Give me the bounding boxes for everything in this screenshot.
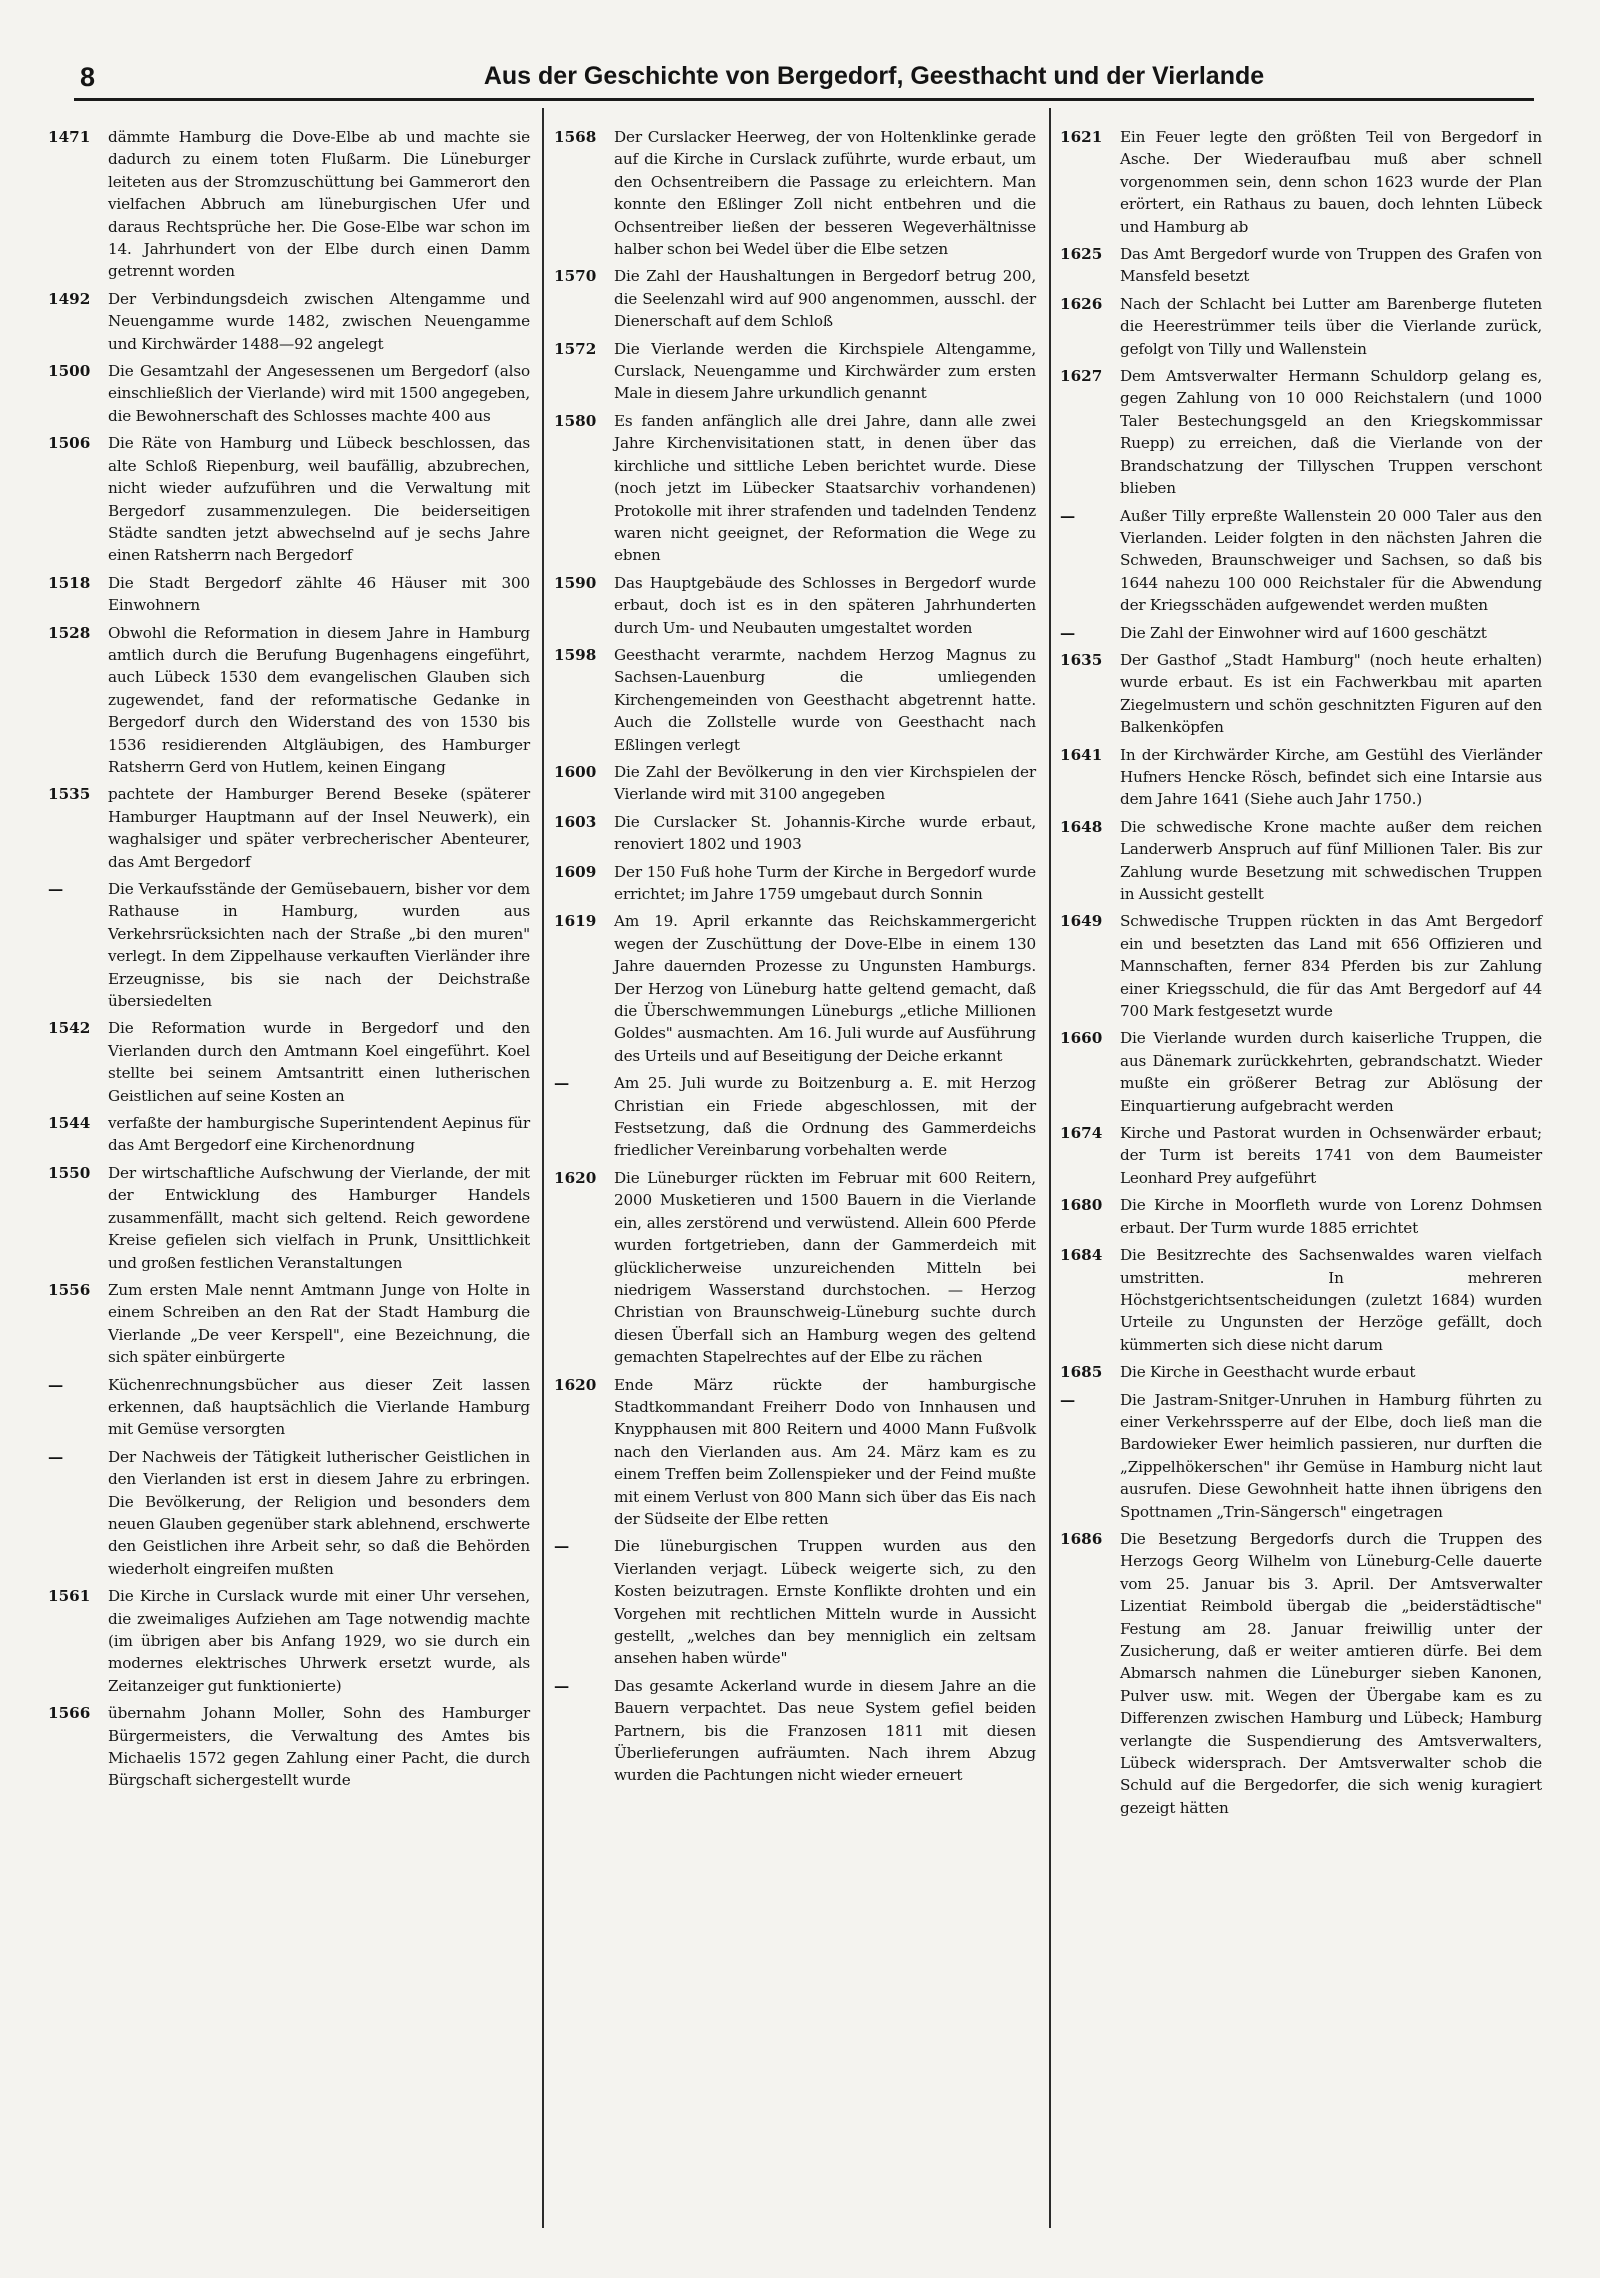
entry-year: — (1060, 506, 1076, 525)
chronology-entry (1060, 622, 1542, 644)
entry-text: verfaßte der hamburgische Superintendent Aepinus für das Amt Bergedorf eine Kirchenordnung (108, 1114, 530, 1155)
entry-text: Die Vierlande werden die Kirchspiele Altengamme, Curslack, Neuengamme und Kirchwärder zum ersten Male in diesem Jahre urkundlich genannt (614, 339, 1036, 403)
entry-text: Die Gesamtzahl der Angesessenen um Bergedorf (also einschließlich der Vierlande) wird mit 1500 angegeben, die Bewohnerschaft des Schlosses machte 400 aus (108, 362, 530, 425)
entry-year: 1542 (48, 1019, 91, 1038)
chronology-entry (48, 622, 530, 779)
chronology-entry (1060, 126, 1542, 238)
chronology-entry (1060, 816, 1542, 906)
chronology-entry (554, 1675, 1036, 1787)
entry-text: Kirche und Pastorat wurden in Ochsenwärder erbaut; der Turm ist bereits 1741 von dem Baumeister Leonhard Prey aufgeführt (1120, 1124, 1542, 1187)
entry-year: 1535 (48, 785, 91, 804)
entry-text: übernahm Johann Moller, Sohn des Hamburger Bürgermeisters, die Verwaltung des Amtes bis Michaelis 1572 gegen Zahlung einer Pacht, die durch Bürgschaft sichergestellt wurde (108, 1704, 530, 1790)
chronology-entry (48, 1374, 530, 1441)
entry-text: pachtete der Hamburger Berend Beseke (späterer Hamburger Hauptmann auf der Insel Neuwerk), ein waghalsiger und später verbrecherischer Abenteurer, das Amt Bergedorf (108, 785, 530, 871)
entry-year: 1621 (1060, 128, 1103, 146)
entry-text: Nach der Schlacht bei Lutter am Barenberge fluteten die Heerestrümmer teils über die Vierlande zurück, gefolgt von Tilly und Wallenstein (1120, 294, 1542, 358)
chronology-entry (1060, 243, 1542, 288)
entry-year: 1619 (554, 912, 597, 931)
entry-text: Die Jastram-Snitger-Unruhen in Hamburg führten zu einer Verkehrssperre auf der Elbe, doch ließ man die Bardowieker Ewer heimlich passieren, nur durften die „Zippelhökerschen" ihr Gemüse in Hamburg nicht laut ausrufen. Diese Gewohnheit hatte ihnen übrigens den Spottnamen „Trin-Sängersch" eingetragen (1120, 1390, 1542, 1521)
entry-text: In der Kirchwärder Kirche, am Gestühl des Vierländer Hufners Hencke Rösch, befindet sich eine Intarsie aus dem Jahre 1641 (Siehe auch Jahr 1750.) (1120, 745, 1542, 809)
entry-year: 1506 (48, 434, 91, 453)
chronology-entry (554, 1374, 1036, 1531)
entry-year: 1471 (48, 128, 91, 146)
chronology-entry (554, 572, 1036, 639)
entry-year: 1500 (48, 362, 91, 381)
chronology-entry (48, 1112, 530, 1157)
chronology-entry (554, 338, 1036, 405)
entry-year: — (48, 1375, 64, 1394)
chronology-entry (1060, 1194, 1542, 1239)
entry-year: 1609 (554, 862, 597, 881)
entry-text: Die Stadt Bergedorf zählte 46 Häuser mit 300 Einwohnern (108, 573, 530, 615)
entry-text: Geesthacht verarmte, nachdem Herzog Magnus zu Sachsen-Lauenburg die umliegenden Kirchengemeinden von Geesthacht abgetrennt hatte. Auch die Zollstelle wurde von Geesthacht nach Eßlingen verlegt (614, 645, 1036, 754)
entry-year: 1603 (554, 812, 597, 831)
entry-year: 1674 (1060, 1124, 1103, 1143)
entry-text: Das Hauptgebäude des Schlosses in Bergedorf wurde erbaut, doch ist es in den späteren Jahrhunderten durch Um- und Neubauten umgestaltet worden (614, 573, 1036, 637)
chronology-entry (1060, 293, 1542, 360)
entry-year: 1685 (1060, 1363, 1103, 1382)
chronology-entry (1060, 1244, 1542, 1356)
entry-text: Die Kirche in Moorfleth wurde von Lorenz Dohmsen erbaut. Der Turm wurde 1885 errichtet (1120, 1196, 1542, 1237)
entry-year: 1572 (554, 339, 597, 358)
chronology-entry (48, 360, 530, 427)
entry-text: Außer Tilly erpreßte Wallenstein 20 000 Taler aus den Vierlanden. Leider folgten in den nächsten Jahren die Schweden, Braunschweiger und Sachsen, so daß bis 1644 nahezu 100 000 Reichstaler für die Abwendung der Kriegsschäden aufgewendet werden mußten (1120, 506, 1542, 615)
entry-year: 1649 (1060, 912, 1103, 931)
chronology-entry (554, 761, 1036, 806)
chronology-entry (1060, 1027, 1542, 1117)
chronology-entry (48, 288, 530, 355)
entry-year: 1580 (554, 411, 597, 430)
entry-text: Die Kirche in Geesthacht wurde erbaut (1120, 1363, 1416, 1382)
entry-text: Die Reformation wurde in Bergedorf und den Vierlanden durch den Amtmann Koel eingeführt. Koel stellte bei seinem Amtsantritt einen lutherischen Geistlichen auf seine Kosten an (108, 1019, 530, 1105)
chronology-entry (48, 126, 530, 283)
entry-text: Ein Feuer legte den größten Teil von Bergedorf in Asche. Der Wiederaufbau muß aber schnell vorgenommen sein, denn schon 1623 wurde der Plan erörtert, ein Rathaus zu bauen, doch lehnten Lübeck und Hamburg ab (1120, 128, 1542, 236)
running-title: Aus der Geschichte von Bergedorf, Geesthacht und der Vierlande (483, 62, 1265, 90)
entry-text: Der Verbindungsdeich zwischen Altengamme und Neuengamme wurde 1482, zwischen Neuengamme und Kirchwärder 1488—92 angelegt (108, 289, 530, 353)
entry-text: Die Vierlande wurden durch kaiserliche Truppen, die aus Dänemark zurückkehrten, gebrandschatzt. Wieder mußte ein größerer Betrag zur Ablösung der Einquartierung aufgebracht werden (1120, 1029, 1542, 1115)
entry-year: 1598 (554, 645, 597, 664)
entry-year: 1568 (554, 128, 597, 146)
entry-text: Der 150 Fuß hohe Turm der Kirche in Bergedorf wurde errichtet; im Jahre 1759 umgebaut durch Sonnin (614, 862, 1036, 903)
column-3 (1060, 126, 1542, 1824)
entry-text: Die Besetzung Bergedorfs durch die Truppen des Herzogs Georg Wilhelm von Lüneburg-Celle dauerte vom 25. Januar bis 3. April. Der Amtsverwalter Lizentiat Reimbold übergab die „beiderstädtische" Festung am 28. Januar freiwillig unter der Zusicherung, daß er weiter amtieren dürfe. Bei dem Abmarsch nahmen die Lüneburger sieben Kanonen, Pulver usw. mit. Wegen der Übergabe kam es zu Differenzen zwischen Hamburg und Lübeck; Hamburg verlangte die Suspendierung des Amtsverwalters, Lübeck widersprach. Der Amtsverwalter schob die Schuld auf die Bergedorfer, die sich wenig kuragiert gezeigt hätten (1120, 1529, 1542, 1817)
chronology-entry (48, 572, 530, 617)
entry-year: 1566 (48, 1704, 91, 1723)
chronology-entry (1060, 910, 1542, 1022)
entry-text: Dem Amtsverwalter Hermann Schuldorp gelang es, gegen Zahlung von 10 000 Reichstalern (und 1000 Taler Bestechungsgeld an den Kriegskommissar Ruepp) zu erreichen, daß die Vierlande von der Brandschatzung der Tillyschen Truppen verschont blieben (1120, 367, 1542, 498)
entry-year: 1492 (48, 289, 91, 308)
entry-text: Der Curslacker Heerweg, der von Holtenklinke gerade auf die Kirche in Curslack zuführte, wurde erbaut, um den Ochsentreibern die Passage zu erleichtern. Man konnte den Eßlinger Zoll nicht entbehren und die Ochsentreiber ließen der besseren Wegeverhältnisse halber schon bei Wedel über die Elbe setzen (614, 128, 1036, 259)
entry-year: 1590 (554, 573, 597, 592)
entry-text: Küchenrechnungsbücher aus dieser Zeit lassen erkennen, daß hauptsächlich die Vierlande Hamburg mit Gemüse versorgten (108, 1375, 530, 1439)
entry-text: Am 25. Juli wurde zu Boitzenburg a. E. mit Herzog Christian ein Friede abgeschlossen, mit der Festsetzung, daß die Ordnung des Gammerdeichs friedlicher Vereinbarung vorbehalten werde (614, 1074, 1036, 1160)
entry-text: Die Räte von Hamburg und Lübeck beschlossen, das alte Schloß Riepenburg, weil baufällig, abzubrechen, nicht wieder aufzuführen und die Verwaltung mit Bergedorf zusammenzulegen. Die beiderseitigen Städte sandten jetzt abwechselnd auf je sechs Jahre einen Ratsherrn nach Bergedorf (108, 434, 530, 565)
entry-year: 1626 (1060, 294, 1103, 313)
entry-year: 1627 (1060, 367, 1103, 386)
entry-year: 1620 (554, 1168, 597, 1187)
entry-text: Schwedische Truppen rückten in das Amt Bergedorf ein und besetzten das Land mit 656 Offizieren und Mannschaften, ferner 834 Pferden bis zur Zahlung einer Kriegsschuld, die für das Amt Bergedorf auf 44 700 Mark festgesetzt wurde (1120, 912, 1542, 1021)
entry-year: — (48, 1447, 64, 1466)
entry-year: 1550 (48, 1163, 91, 1182)
chronology-entry (48, 783, 530, 873)
chronology-entry (48, 1017, 530, 1107)
entry-year: 1625 (1060, 245, 1103, 264)
chronology-entry (1060, 1528, 1542, 1819)
chronology-entry (48, 1162, 530, 1274)
entry-text: Es fanden anfänglich alle drei Jahre, dann alle zwei Jahre Kirchenvisitationen statt, in denen über das kirchliche und sittliche Leben berichtet wurde. Diese (noch jetzt im Lübecker Staatsarchiv vorhandenen) Protokolle mit ihrer strafenden und tadelnden Tendenz waren nicht geeignet, der Reformation die Wege zu ebnen (614, 411, 1036, 565)
chronology-entry (48, 1702, 530, 1792)
chronology-entry (48, 878, 530, 1012)
entry-year: — (1060, 1390, 1076, 1409)
entry-year: 1680 (1060, 1196, 1103, 1215)
entry-year: 1528 (48, 623, 91, 642)
entry-year: 1686 (1060, 1529, 1103, 1548)
entry-year: 1660 (1060, 1029, 1103, 1048)
entry-year: 1570 (554, 267, 597, 286)
entry-text: Die Lüneburger rückten im Februar mit 600 Reitern, 2000 Musketieren und 1500 Bauern in die Vierlande ein, alles zerstörend und verwüstend. Allein 600 Pferde wurden fortgetrieben, dann der Gammerdeich mit glücklicherweise unzureichenden Mitteln bei niedrigem Wasserstand durchstochen. — Herzog Christian von Braunschweig-Lüneburg suchte durch diesen Überfall sich an Hamburg wegen des geltend gemachten Stapelrechtes auf der Elbe zu rächen (614, 1168, 1036, 1367)
chronology-entry (554, 126, 1036, 260)
entry-text: Der Nachweis der Tätigkeit lutherischer Geistlichen in den Vierlanden ist erst in diesem Jahre zu erbringen. Die Bevölkerung, der Religion und besonders dem neuen Glauben gegenüber stark ablehnend, erschwerte den Geistlichen ihre Arbeit sehr, so daß die Behörden wiederholt eingreifen mußten (108, 1447, 530, 1578)
chronology-entry (554, 1167, 1036, 1369)
chronology-entry (1060, 365, 1542, 499)
chronology-entry (1060, 1122, 1542, 1189)
chronology-entry (48, 1585, 530, 1697)
entry-text: Die lüneburgischen Truppen wurden aus den Vierlanden verjagt. Lübeck weigerte sich, zu den Kosten beizutragen. Ernste Konflikte drohten und ein Vorgehen mit rechtlichen Mitteln wurde in Aussicht gestellt, „welches dan bey menniglich ein zeltsam ansehen haben würde" (614, 1537, 1036, 1668)
column-2 (554, 126, 1036, 1792)
entry-text: Der Gasthof „Stadt Hamburg" (noch heute erhalten) wurde erbaut. Es ist ein Fachwerkbau mit aparten Ziegelmustern und schön geschnitzten Figuren auf den Balkenköpfen (1120, 650, 1542, 737)
entry-year: 1635 (1060, 650, 1103, 669)
chronology-entry (554, 861, 1036, 906)
chronology-entry (554, 811, 1036, 856)
entry-text: Die Kirche in Curslack wurde mit einer Uhr versehen, die zweimaliges Aufziehen am Tage notwendig machte (im übrigen aber bis Anfang 1929, wo sie durch ein modernes elektrisches Uhrwerk ersetzt wurde, als Zeitanzeiger gut funktionierte) (108, 1587, 530, 1695)
chronology-entry (554, 1535, 1036, 1669)
entry-text: Die Verkaufsstände der Gemüsebauern, bisher vor dem Rathause in Hamburg, wurden aus Verkehrsrücksichten nach der Straße „bi den muren" verlegt. In dem Zippelhause verkauften Vierländer ihre Erzeugnisse, bis sie nach der Deichstraße übersiedelten (108, 880, 530, 1011)
entry-year: 1518 (48, 573, 91, 592)
entry-year: — (554, 1537, 570, 1556)
page-header (74, 58, 1534, 101)
chronology-entry (554, 410, 1036, 567)
entry-text: dämmte Hamburg die Dove-Elbe ab und machte sie dadurch zu einem toten Flußarm. Die Lüneburger leiteten aus der Stromzuschüttung bei Gammerort den vielfachen Abbruch am lüneburgischen Ufer und daraus Rechtsprüche her. Die Gose-Elbe war schon im 14. Jahrhundert von der Elbe durch einen Damm getrennt worden (108, 128, 530, 281)
entry-text: Die Zahl der Haushaltungen in Bergedorf betrug 200, die Seelenzahl wird auf 900 angenommen, ausschl. der Dienerschaft auf dem Schloß (614, 267, 1036, 331)
entry-text: Die Zahl der Bevölkerung in den vier Kirchspielen der Vierlande wird mit 3100 angegeben (614, 762, 1036, 804)
chronology-entry (1060, 505, 1542, 617)
entry-text: Das Amt Bergedorf wurde von Truppen des Grafen von Mansfeld besetzt (1120, 245, 1542, 286)
column-divider (542, 108, 544, 2228)
entry-year: 1684 (1060, 1246, 1103, 1265)
column-divider (1049, 108, 1051, 2228)
entry-year: 1641 (1060, 745, 1103, 764)
entry-text: Zum ersten Male nennt Amtmann Junge von Holte in einem Schreiben an den Rat der Stadt Hamburg die Vierlande „De veer Kerspell", eine Bezeichnung, die sich später einbürgerte (108, 1280, 530, 1367)
entry-year: 1620 (554, 1375, 597, 1394)
entry-text: Obwohl die Reformation in diesem Jahre in Hamburg amtlich durch die Berufung Bugenhagens eingeführt, auch Lübeck 1530 dem evangelischen Glauben sich zugewendet, fand der reformatische Gedanke in Bergedorf durch den Widerstand des von 1530 bis 1536 residierenden Altgläubigen, des Hamburger Ratsherrn Gerd von Hutlem, keinen Eingang (108, 623, 530, 776)
entry-year: — (1060, 623, 1076, 642)
entry-year: — (48, 880, 64, 898)
entry-year: 1544 (48, 1114, 91, 1133)
chronology-entry (554, 1072, 1036, 1162)
entry-text: Die Besitzrechte des Sachsenwaldes waren vielfach umstritten. In mehreren Höchstgerichtsentscheidungen (zuletzt 1684) wurden Urteile zu Ungunsten der Herzöge gefällt, doch kümmerten sich diese nicht darum (1120, 1246, 1542, 1354)
entry-year: — (554, 1676, 570, 1695)
entry-text: Am 19. April erkannte das Reichskammergericht wegen der Zuschüttung der Dove-Elbe in einem 130 Jahre dauernden Prozesse zu Ungunsten Hamburgs. Der Herzog von Lüneburg hatte geltend gemacht, daß die Überschwemmungen Lüneburgs „etliche Millionen Goldes" ausmachten. Am 16. Juli wurde auf Ausführung des Urteils und auf Beseitigung der Deiche erkannt (614, 912, 1036, 1065)
chronology-entry (48, 432, 530, 566)
chronology-entry (1060, 1389, 1542, 1523)
entry-year: — (554, 1074, 570, 1093)
chronology-entry (1060, 1361, 1542, 1383)
entry-text: Das gesamte Ackerland wurde in diesem Jahre an die Bauern verpachtet. Das neue System gefiel beiden Partnern, bis die Franzosen 1811 mit diesen Überlieferungen aufräumten. Nach ihrem Abzug wurden die Pachtungen nicht wieder erneuert (614, 1676, 1036, 1785)
entry-text: Der wirtschaftliche Aufschwung der Vierlande, der mit der Entwicklung des Hamburger Handels zusammenfällt, macht sich geltend. Reich gewordene Kreise gefielen sich vielfach in Prunk, Unsittlichkeit und großen festlichen Veranstaltungen (108, 1163, 530, 1272)
entry-text: Die schwedische Krone machte außer dem reichen Landerwerb Anspruch auf fünf Millionen Taler. Bis zur Zahlung wurde Besetzung mit schwedischen Truppen in Aussicht gestellt (1120, 817, 1542, 903)
chronology-entry (554, 265, 1036, 332)
entry-text: Die Zahl der Einwohner wird auf 1600 geschätzt (1120, 623, 1487, 642)
column-1 (48, 126, 530, 1797)
entry-year: 1600 (554, 762, 597, 781)
entry-year: 1561 (48, 1587, 91, 1606)
entry-year: 1556 (48, 1280, 91, 1299)
chronology-entry (554, 644, 1036, 756)
chronology-entry (1060, 744, 1542, 811)
chronology-entry (1060, 649, 1542, 739)
entry-year: 1648 (1060, 817, 1103, 836)
entry-text: Die Curslacker St. Johannis-Kirche wurde erbaut, renoviert 1802 und 1903 (614, 812, 1036, 854)
chronology-entry (48, 1446, 530, 1580)
entry-text: Ende März rückte der hamburgische Stadtkommandant Freiherr Dodo von Innhausen und Knypphausen mit 800 Reitern und 4000 Mann Fußvolk nach den Vierlanden aus. Am 24. März kam es zu einem Treffen beim Zollenspieker und der Feind mußte mit einem Verlust von 800 Mann sich über das Eis nach der Südseite der Elbe retten (614, 1375, 1036, 1528)
chronology-entry (48, 1279, 530, 1369)
page-number: 8 (80, 62, 96, 92)
chronology-entry (554, 910, 1036, 1067)
